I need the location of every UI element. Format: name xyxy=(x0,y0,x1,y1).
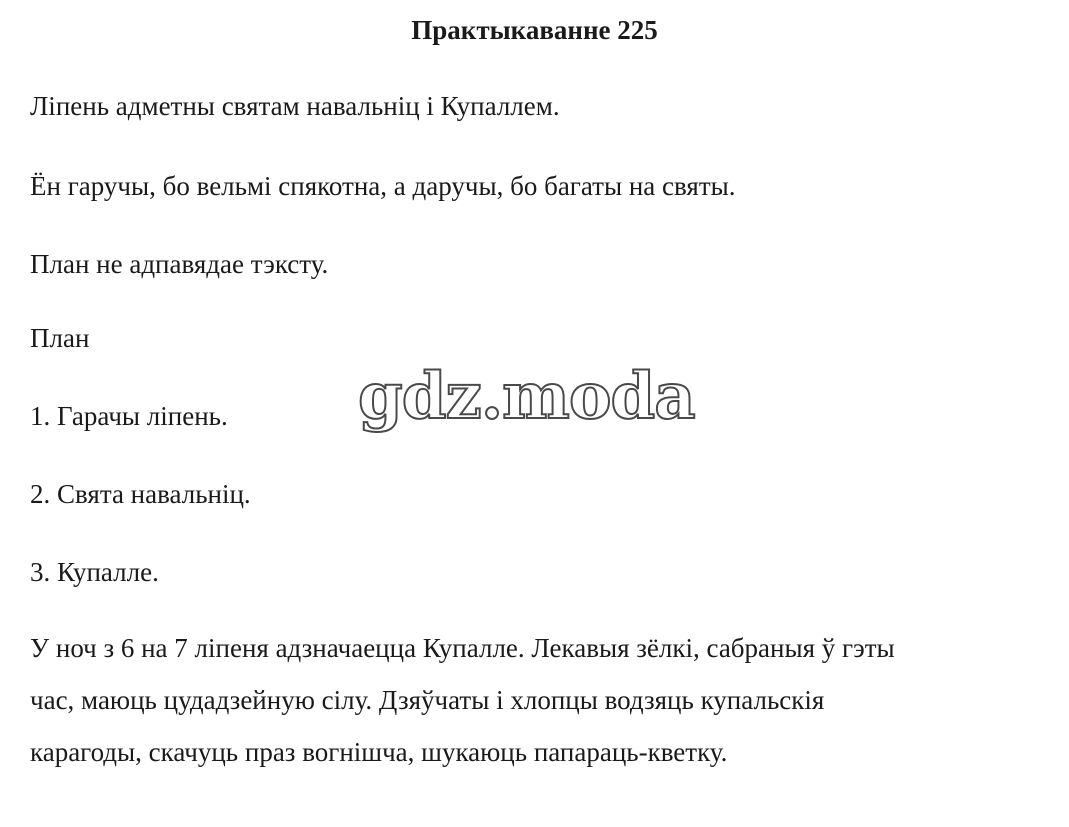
plan-item-1: 1. Гарачы ліпень. xyxy=(30,401,228,431)
final-paragraph-line-2: час, маюць цудадзейную сілу. Дзяўчаты і хлопцы водзяць купальскія xyxy=(30,685,825,715)
final-paragraph-line-1: У ноч з 6 на 7 ліпеня адзначаецца Купалле. Лекавыя зёлкі, сабраныя ў гэты xyxy=(30,633,895,663)
paragraph-2: Ён гаручы, бо вельмі спякотна, а даручы, бо багаты на святы. xyxy=(30,171,736,201)
final-paragraph-line-3: карагоды, скачуць праз вогнішча, шукаюць папараць-кветку. xyxy=(30,737,728,767)
paragraph-1: Ліпень адметны святам навальніц і Купаллем. xyxy=(30,91,560,121)
plan-item-3: 3. Купалле. xyxy=(30,557,159,587)
plan-item-2: 2. Свята навальніц. xyxy=(30,479,251,509)
paragraph-3: План не адпавядае тэксту. xyxy=(30,249,329,279)
plan-heading: План xyxy=(30,323,90,353)
exercise-title: Практыкаванне 225 xyxy=(411,15,658,45)
watermark-logo: gdz.moda xyxy=(358,359,695,434)
